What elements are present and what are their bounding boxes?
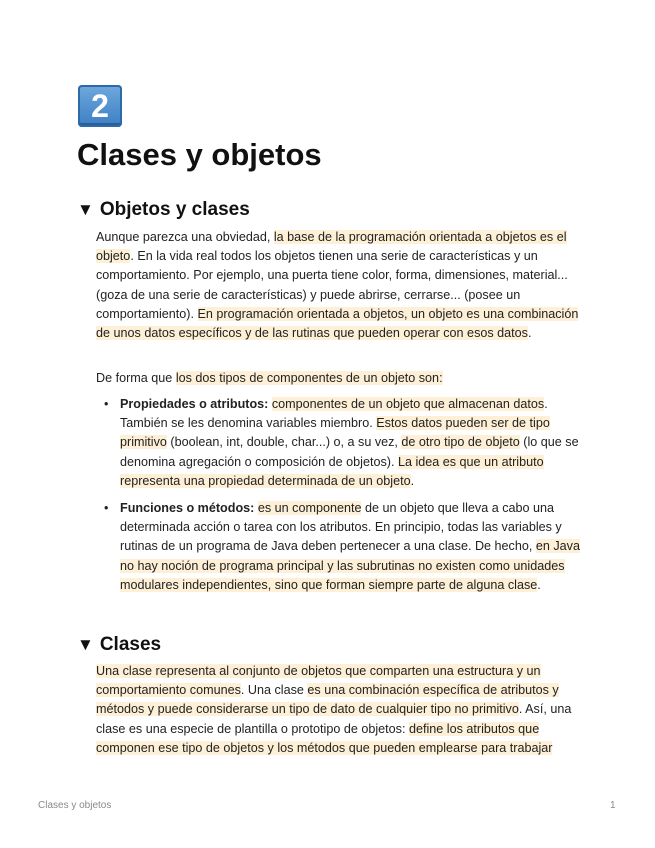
section-heading-clases[interactable] — [77, 634, 161, 656]
list-item-term: Propiedades o atributos: — [120, 397, 269, 411]
highlighted-text: Una clase representa al conjunto de objetos que comparten una estructura y un comportamiento comunes — [96, 664, 541, 698]
text-run: Aunque parezca una obviedad, — [96, 230, 274, 244]
highlighted-text: los dos tipos de componentes de un objeto son: — [175, 371, 443, 385]
section-heading-text: Clases — [99, 634, 162, 655]
paragraph-intro — [96, 228, 586, 343]
bullet-icon: • — [104, 501, 109, 516]
page-title: Clases y objetos — [77, 137, 322, 172]
list-item-atributos — [104, 395, 584, 491]
paragraph-components — [96, 369, 586, 388]
paragraph-clases — [96, 662, 586, 758]
page-number: 1 — [610, 800, 616, 811]
highlighted-text: de otro tipo de objeto — [401, 435, 520, 450]
section-heading-text: Objetos y clases — [99, 199, 250, 220]
highlighted-text: en Java no hay noción de programa principal y las subrutinas no existen como unidades modulares independientes, sino que forman siempre parte de alguna clase — [120, 539, 580, 592]
text-run: . Una clase — [240, 683, 308, 698]
text-run: . — [410, 473, 415, 488]
highlighted-text: En programación orientada a objetos, un objeto es una combinación de unos datos específicos y de las rutinas que pueden operar con esos datos — [96, 306, 579, 341]
highlighted-text: Estos datos pueden ser de tipo primitivo — [120, 416, 550, 450]
text-run: (boolean, int, double, char...) o, a su vez, — [166, 435, 402, 450]
highlighted-text: es una combinación específica de atributos y métodos y puede considerarse un tipo de dato de cualquier tipo no primitivo — [96, 683, 559, 717]
highlighted-text: la base de la programación orientada a objetos es el objeto — [96, 230, 567, 264]
text-run: . Así, una clase es una especie de plantilla o prototipo de objetos: — [96, 702, 572, 736]
keycap-digit-two-icon — [78, 85, 122, 127]
bullet-icon: • — [104, 397, 109, 411]
text-run: . — [537, 577, 541, 592]
highlighted-text: es un componente — [257, 501, 362, 516]
text-run: . En la vida real todos los objetos tienen una serie de características y un comportamiento. Por ejemplo, una puerta tiene color, forma, dimensiones, material... (goza de una serie de características) y puede abrirse, cerrarse... (posee un comportamiento). — [96, 249, 568, 321]
list-item-metodos — [104, 499, 584, 595]
badge-digit: 2 — [91, 87, 109, 124]
text-run: de un objeto que lleva a cabo una determinada acción o tarea con los atributos. En principio, todas las variables y rutinas de un programa de Java deben pertenecer a una clase. De hecho, — [120, 501, 562, 554]
toggle-triangle-icon[interactable]: ▼ — [77, 200, 94, 219]
text-run: . — [527, 326, 532, 341]
highlighted-text: La idea es que un atributo representa una propiedad determinada de un objeto — [120, 454, 544, 488]
list-item-term: Funciones o métodos: — [120, 501, 255, 516]
highlighted-text: define los atributos que componen ese tipo de objetos y los métodos que pueden emplearse para trabajar — [96, 721, 553, 755]
toggle-triangle-icon[interactable]: ▼ — [77, 635, 94, 654]
footer-title: Clases y objetos — [38, 800, 112, 811]
text-run: . También se les denomina variables miembro. — [120, 397, 548, 431]
highlighted-text: componentes de un objeto que almacenan datos — [271, 397, 545, 411]
section-heading-objetos[interactable] — [77, 199, 250, 221]
text-run: De forma que — [96, 371, 176, 385]
text-run: (lo que se denomina agregación o composición de objetos). — [120, 435, 579, 469]
components-list — [104, 395, 584, 595]
